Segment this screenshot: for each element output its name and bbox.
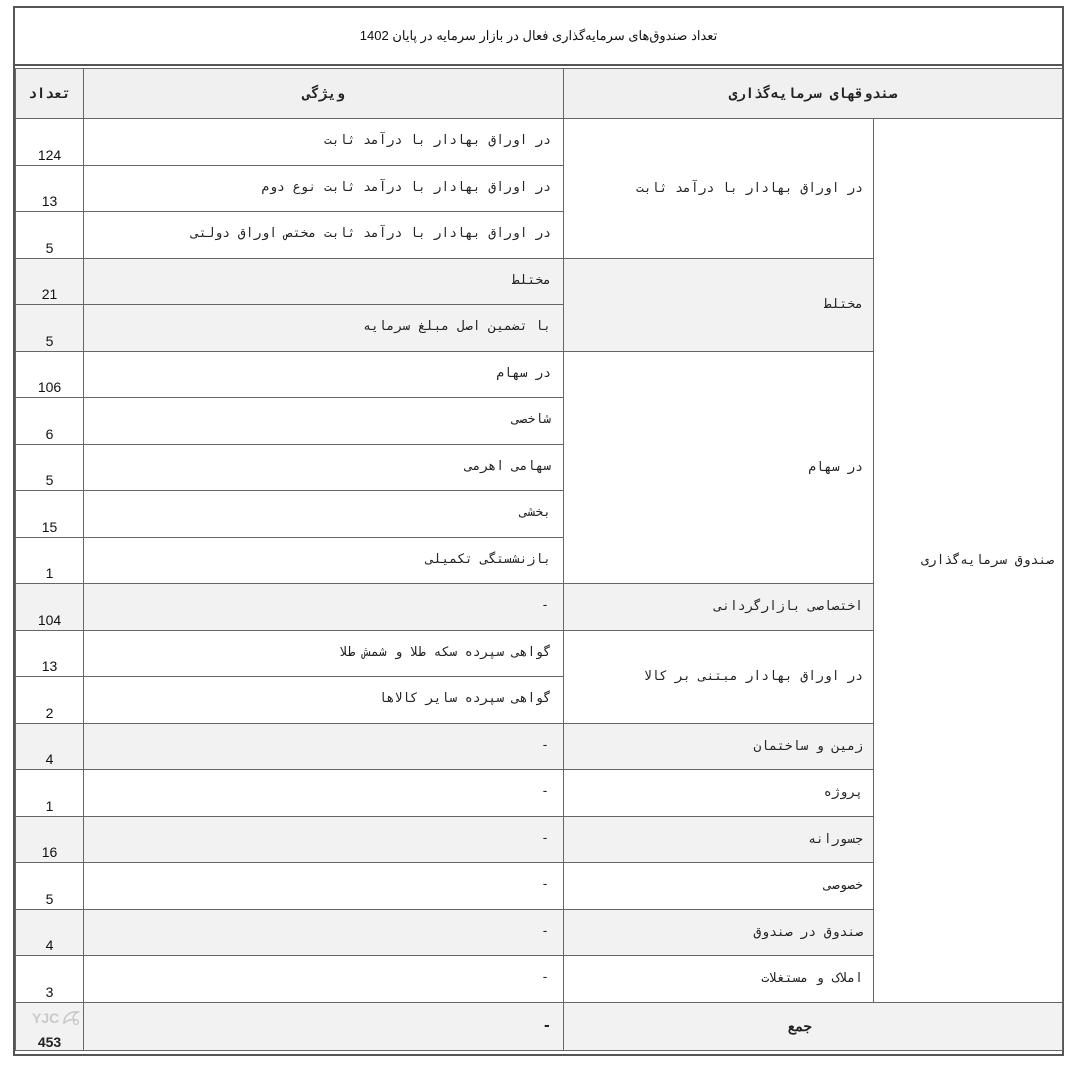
feature-cell: - [84,863,564,910]
total-row [16,1002,1063,1050]
yjc-logo-icon [62,1009,82,1027]
count-cell: 1 [16,537,84,584]
feature-cell: - [84,909,564,956]
table-row [16,119,1063,166]
feature-cell: سهامی اهرمی [84,444,564,491]
total-count: 453 [37,1033,62,1050]
feature-cell: شاخصی [84,398,564,445]
header-count: تعداد [16,69,84,119]
category-cell: املاک و مستغلات [564,956,874,1003]
count-cell: 5 [16,444,84,491]
count-cell: 4 [16,909,84,956]
feature-cell: در اوراق بهادار با درآمد ثابت مختص اوراق دولتی [84,212,564,259]
feature-cell: در اوراق بهادار با درآمد ثابت نوع دوم [84,165,564,212]
count-cell: 5 [16,863,84,910]
count-cell: 15 [16,491,84,538]
count-cell: 106 [16,351,84,398]
feature-cell: مختلط [84,258,564,305]
feature-cell: - [84,956,564,1003]
feature-cell: - [84,723,564,770]
count-cell: 4 [16,723,84,770]
count-cell: 1 [16,770,84,817]
watermark-text: YJC [32,1009,60,1026]
feature-cell: در اوراق بهادار با درآمد ثابت [84,119,564,166]
category-cell: اختصاصی بازارگردانی [564,584,874,631]
count-cell: 13 [16,165,84,212]
category-cell: خصوصی [564,863,874,910]
table-sheet [13,6,1064,1056]
feature-cell: گواهی سپرده سکه طلا و شمش طلا [84,630,564,677]
category-cell: صندوق در صندوق [564,909,874,956]
total-label: جمع [564,1002,1063,1050]
count-cell: 21 [16,258,84,305]
yjc-watermark [32,1009,82,1027]
total-dash: - [84,1002,564,1050]
count-cell: 5 [16,305,84,352]
feature-cell: - [84,584,564,631]
count-cell: 104 [16,584,84,631]
header-row [16,69,1063,119]
count-cell: 13 [16,630,84,677]
category-cell: جسورانه [564,816,874,863]
feature-cell: گواهی سپرده سایر کالاها [84,677,564,724]
feature-cell: - [84,816,564,863]
category-cell: زمین و ساختمان [564,723,874,770]
category-cell: مختلط [564,258,874,351]
count-cell: 6 [16,398,84,445]
category-cell: در اوراق بهادار مبتنی بر کالا [564,630,874,723]
header-category: صندوقهای سرمایه‌گذاری [564,69,1063,119]
feature-cell: بخشی [84,491,564,538]
table-title: تعداد صندوق‌های سرمایه‌گذاری فعال در بازار سرمایه در پایان 1402 [15,8,1062,66]
feature-cell: در سهام [84,351,564,398]
feature-cell: بازنشستگی تکمیلی [84,537,564,584]
total-count-cell [16,1002,84,1050]
header-feature: ویژگی [84,69,564,119]
category-cell: پروژه [564,770,874,817]
category-cell: در سهام [564,351,874,584]
count-cell: 3 [16,956,84,1003]
count-cell: 16 [16,816,84,863]
count-cell: 124 [16,119,84,166]
fund-type-cell: صندوق سرمایه‌گذاری [874,119,1063,1003]
feature-cell: با تضمین اصل مبلغ سرمایه [84,305,564,352]
category-cell: در اوراق بهادار با درآمد ثابت [564,119,874,259]
count-cell: 2 [16,677,84,724]
funds-table [15,68,1063,1051]
feature-cell: - [84,770,564,817]
count-cell: 5 [16,212,84,259]
